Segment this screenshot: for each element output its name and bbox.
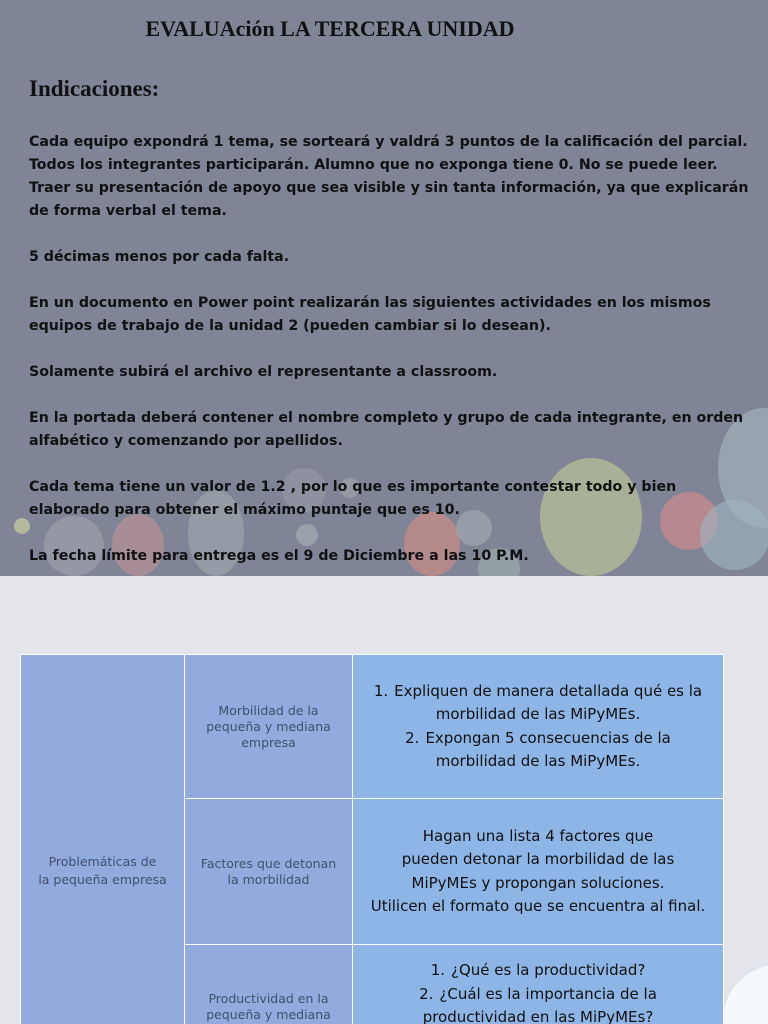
- cell-line: Morbilidad de la: [218, 702, 319, 718]
- table-row: [21, 655, 724, 799]
- instruction-paragraph: [29, 246, 764, 269]
- instructions-body: [29, 131, 764, 568]
- text-line: Traer su presentación de apoyo que sea visible y sin tanta información, ya que explicarán: [29, 180, 749, 196]
- activity-item: [353, 959, 723, 983]
- text-line: La fecha límite para entrega es el 9 de Diciembre a las 10 P.M.: [29, 548, 529, 564]
- text-line: En un documento en Power point realizarán las siguientes actividades en los mismos: [29, 295, 711, 311]
- activity-cell: [353, 655, 724, 799]
- cell-line: Hagan una lista 4 factores que: [422, 826, 654, 845]
- cell-line: pequeña y mediana: [206, 1007, 331, 1022]
- cell-line: Expongan 5 consecuencias de la: [425, 728, 671, 747]
- topic-cell: [185, 655, 353, 799]
- cell-line: la morbilidad: [227, 871, 310, 887]
- category-cell: [21, 655, 185, 1024]
- instruction-paragraph: [29, 361, 764, 384]
- cell-line: pequeña y mediana: [206, 718, 331, 734]
- activity-item: [353, 680, 723, 727]
- bubble-decoration: [14, 518, 30, 534]
- cell-line: pueden detonar la morbilidad de las: [401, 850, 675, 868]
- text-line: elaborado para obtener el máximo puntaje que es 10.: [29, 502, 460, 518]
- text-line: Todos los integrantes participarán. Alumno que no exponga tiene 0. No se puede leer.: [29, 157, 718, 173]
- activity-cell: [353, 945, 724, 1024]
- item-number: 1.: [373, 681, 389, 700]
- cell-line: la pequeña empresa: [38, 872, 167, 887]
- instruction-paragraph: [29, 131, 764, 223]
- cell-line: Expliquen de manera detallada qué es la: [394, 681, 703, 700]
- text-line: alfabético y comenzando por apellidos.: [29, 433, 343, 449]
- cell-line: Factores que detonan: [200, 855, 337, 871]
- cell-line: ¿Qué es la productividad?: [451, 961, 646, 979]
- instruction-paragraph: [29, 407, 764, 453]
- item-number: 1.: [430, 961, 445, 979]
- text-line: Solamente subirá el archivo el representante a classroom.: [29, 364, 498, 380]
- instructions-heading: Indicaciones:: [29, 76, 160, 101]
- text-line: Cada equipo expondrá 1 tema, se sorteará y valdrá 3 puntos de la calificación del parcial.: [29, 134, 748, 150]
- activity-item: [353, 727, 723, 774]
- item-number: 2.: [419, 984, 434, 1003]
- text-line: Cada tema tiene un valor de 1.2 , por lo que es importante contestar todo y bien: [29, 479, 677, 495]
- cell-line: empresa: [241, 734, 296, 750]
- corner-decoration: [722, 964, 768, 1024]
- instruction-paragraph: [29, 545, 764, 568]
- cell-line: productividad en las MiPyMEs?: [422, 1008, 654, 1024]
- activity-cell: [353, 799, 724, 945]
- topic-cell: [185, 799, 353, 945]
- slide-activities: [0, 576, 768, 1024]
- item-number: 2.: [405, 728, 420, 747]
- activity-item: [353, 983, 723, 1024]
- cell-line: morbilidad de las MiPyMEs.: [435, 705, 641, 723]
- instruction-paragraph: [29, 476, 764, 522]
- cell-line: morbilidad de las MiPyMEs.: [435, 752, 641, 770]
- topic-cell: [185, 945, 353, 1024]
- text-line: de forma verbal el tema.: [29, 203, 227, 219]
- text-line: equipos de trabajo de la unidad 2 (pueden cambiar si lo desean).: [29, 318, 551, 334]
- cell-line: Utilicen el formato que se encuentra al final.: [370, 897, 706, 915]
- cell-line: MiPyMEs y propongan soluciones.: [411, 873, 665, 892]
- text-line: 5 décimas menos por cada falta.: [29, 249, 290, 265]
- activities-table: [20, 654, 723, 1024]
- cell-line: Productividad en la: [208, 991, 329, 1006]
- activity-text: [353, 825, 723, 919]
- cell-line: ¿Cuál es la importancia de la: [439, 984, 657, 1003]
- instruction-paragraph: [29, 292, 764, 338]
- text-line: En la portada deberá contener el nombre completo y grupo de cada integrante, en orden: [29, 410, 744, 426]
- page-title: EVALUAción LA TERCERA UNIDAD: [145, 16, 515, 41]
- cell-line: Problemáticas de: [48, 854, 157, 869]
